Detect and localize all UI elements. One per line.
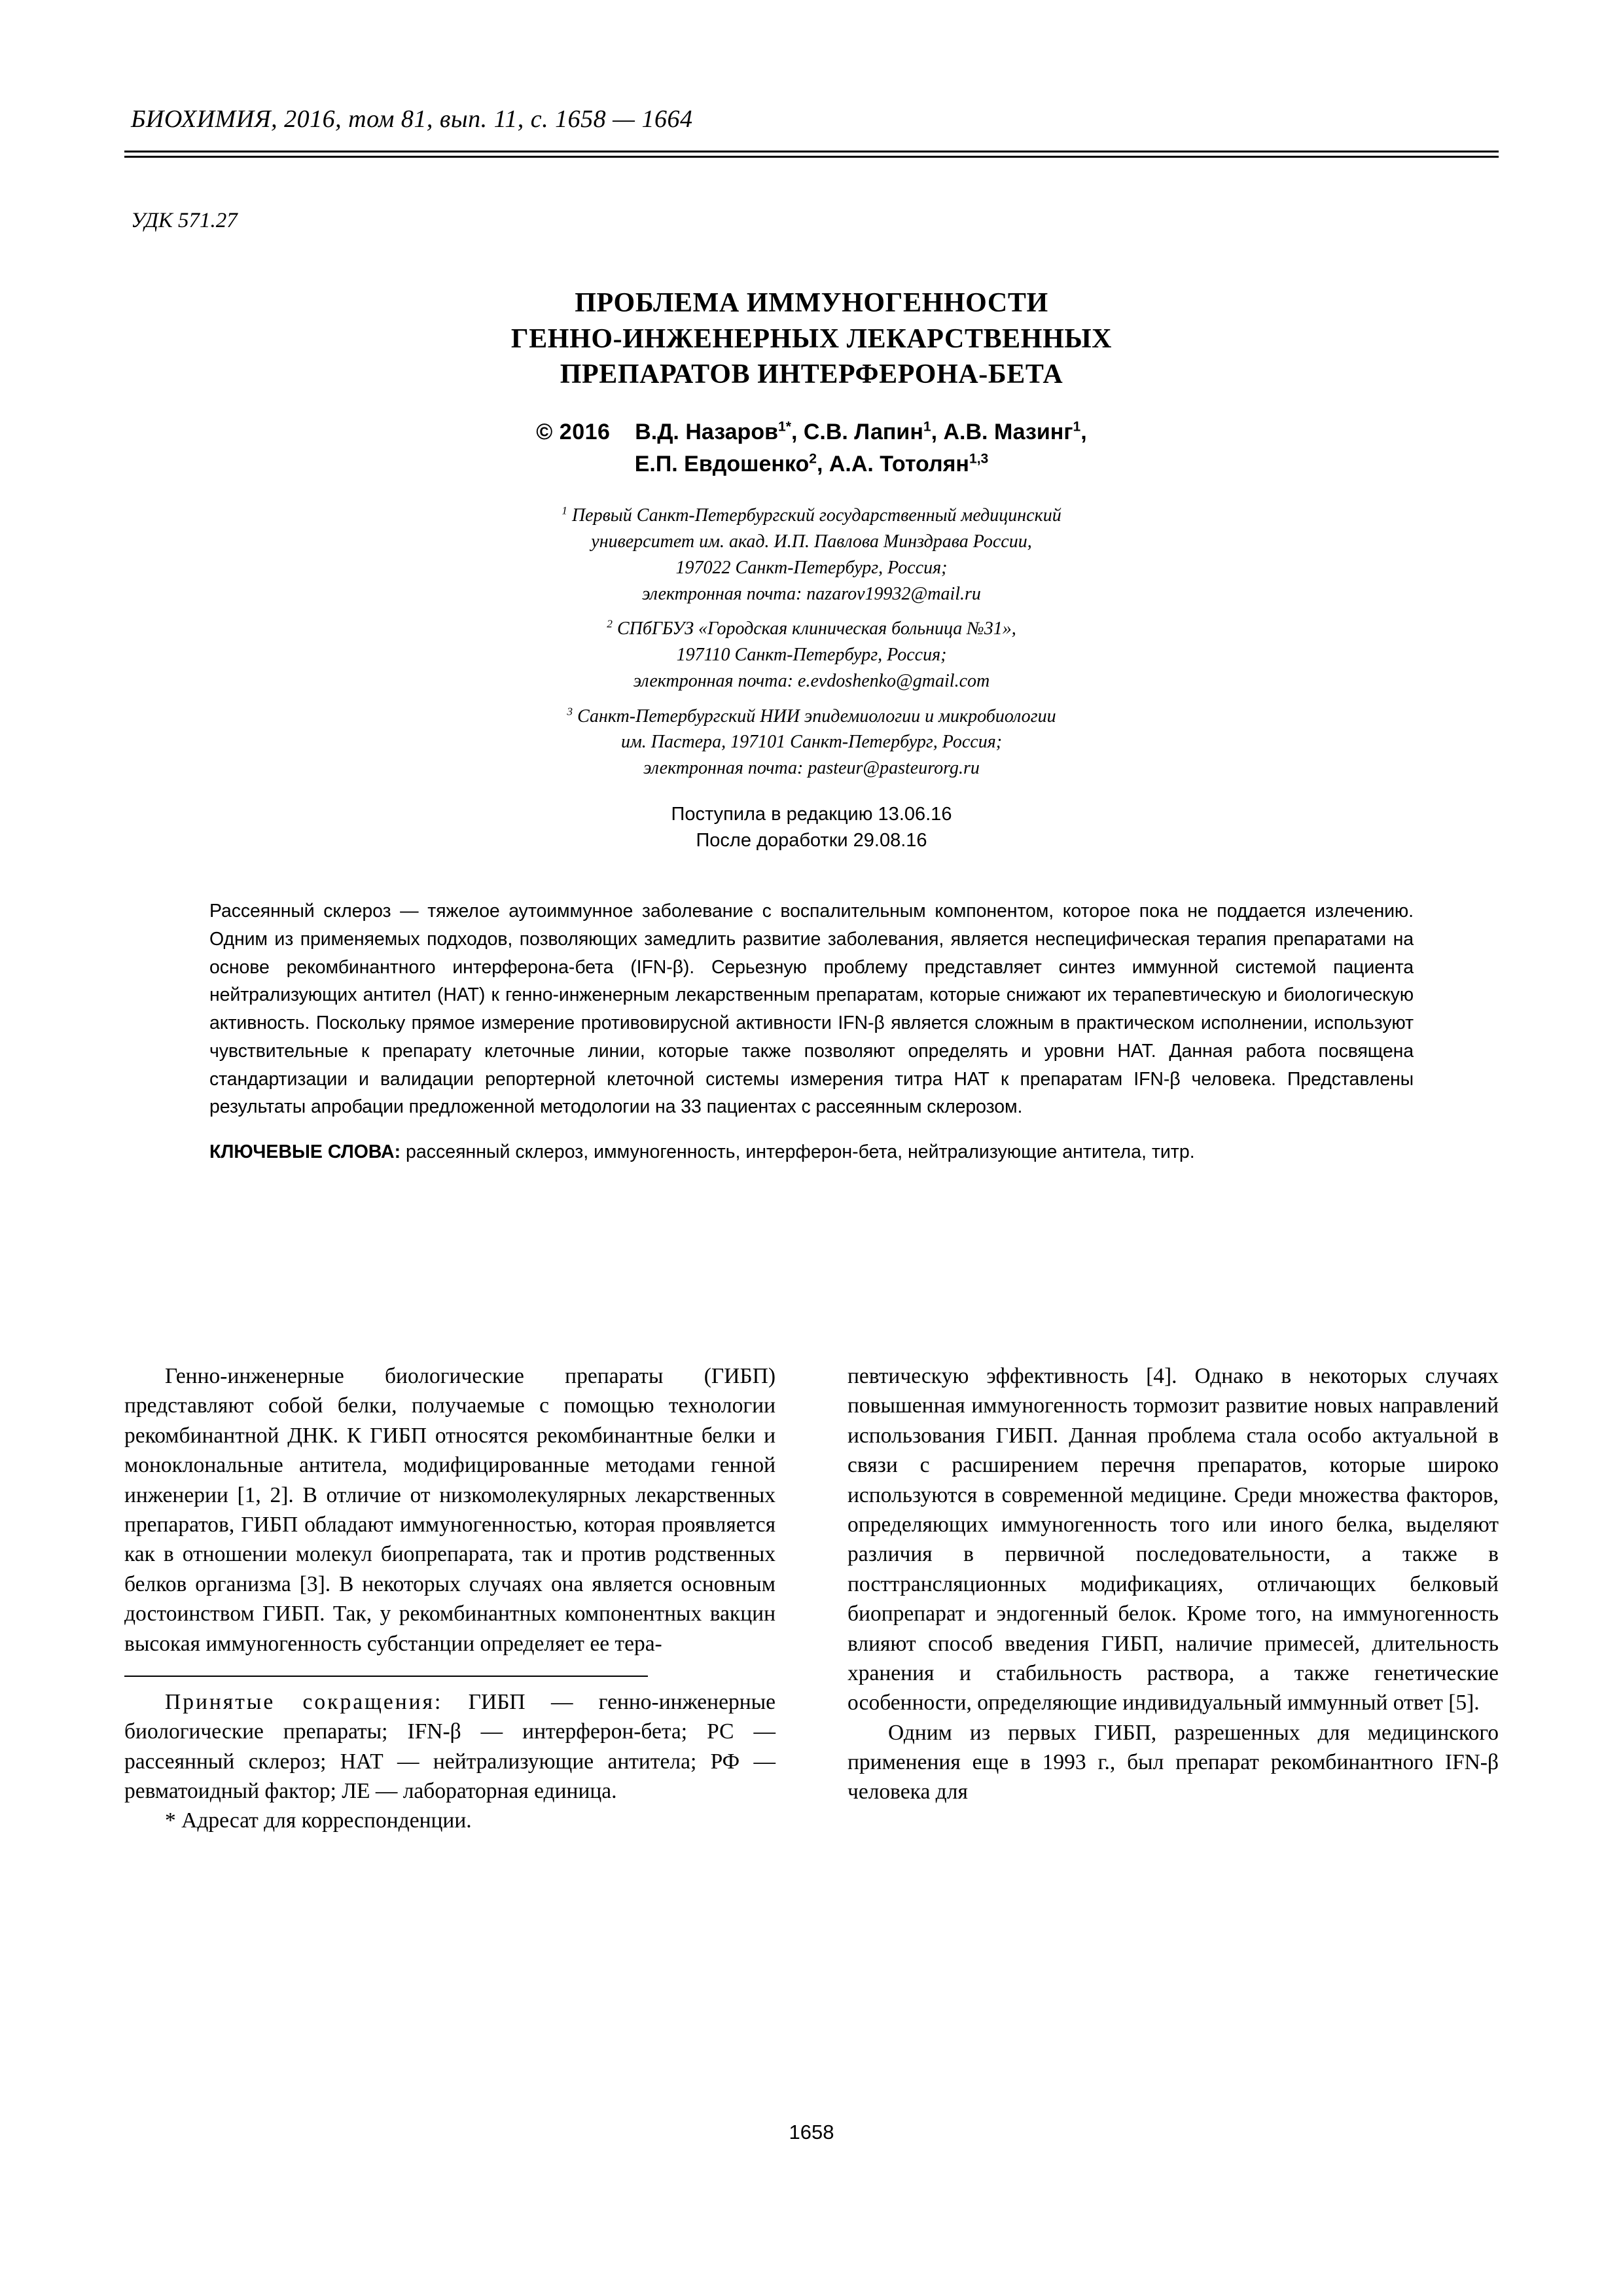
paragraph: Одним из первых ГИБП, разрешенных для медицинского применения еще в 1993 г., был препарат рекомбинантного IFN-β человека для bbox=[847, 1720, 1499, 1804]
authors-line-2: Е.П. Евдошенко$^2$, А.А. Тотолян$^{1,3}$ bbox=[634, 451, 989, 477]
affiliation-2-line-1: $^2$ СПбГБУЗ «Городская клиническая больница №31», bbox=[607, 618, 1016, 639]
authors-line-1: © 2016 В.Д. Назаров$^{1*}$, С.В. Лапин$^1$, А.В. Мазинг$^1$, bbox=[536, 419, 1087, 444]
affiliation-2-email: электронная почта: e.evdoshenko@gmail.com bbox=[633, 670, 990, 691]
abstract-section bbox=[209, 897, 1414, 1166]
column-left bbox=[124, 1361, 776, 1836]
footnote-abbreviations bbox=[124, 1687, 776, 1806]
page-number: 1658 bbox=[789, 2121, 834, 2144]
title-line-1: ПРОБЛЕМА ИММУНОГЕННОСТИ bbox=[575, 288, 1048, 318]
footnote-body: ГИБП — генно-инженерные биологические препараты; IFN-β — интерферон-бета; РС — рассеянный склероз; НАТ — нейтрализующие антитела; РФ — ревматоидный фактор; ЛЕ — лабораторная единица. bbox=[124, 1689, 776, 1804]
column-right bbox=[847, 1361, 1499, 1836]
date-revised: После доработки 29.08.16 bbox=[696, 830, 927, 852]
affiliations bbox=[124, 503, 1499, 781]
body-columns bbox=[124, 1361, 1499, 1836]
affiliation-1-line-2: университет им. акад. И.П. Павлова Минздрава России, bbox=[591, 531, 1032, 552]
submission-dates bbox=[124, 801, 1499, 854]
article-header bbox=[124, 105, 1499, 1166]
title-line-2: ГЕННО-ИНЖЕНЕРНЫХ ЛЕКАРСТВЕННЫХ bbox=[510, 323, 1113, 354]
running-head: БИОХИМИЯ, 2016, том 81, вып. 11, с. 1658 — 1664 bbox=[131, 105, 693, 133]
affiliation-3 bbox=[124, 704, 1499, 781]
paragraph: певтическую эффективность [4]. Однако в некоторых случаях повышенная иммуногенность тормозит развитие новых направлений использования ГИБП. Данная проблема стала особо актуальной в связи с расширением перечня препаратов, которые широко используются в современной медицине. Среди множества факторов, определяющих иммуногенность того или иного белка, выделяют различия в первичной последовательности, а также в посттрансляционных модификациях, отличающих белковый биопрепарат и эндогенный белок. Кроме того, на иммуногенность влияют способ введения ГИБП, наличие примесей, длительность хранения и стабильность раствора, а также генетические особенности, определяющие индивидуальный иммунный ответ [5]. bbox=[847, 1364, 1499, 1715]
date-received: Поступила в редакцию 13.06.16 bbox=[671, 803, 952, 825]
affiliation-3-email: электронная почта: pasteur@pasteurorg.ru bbox=[643, 758, 980, 779]
affiliation-1 bbox=[124, 503, 1499, 607]
author-list bbox=[124, 416, 1499, 481]
affiliation-1-line-3: 197022 Санкт-Петербург, Россия; bbox=[675, 557, 948, 578]
keywords bbox=[209, 1138, 1414, 1166]
page-title bbox=[321, 285, 1302, 393]
keywords-text: рассеянный склероз, иммуногенность, интерферон-бета, нейтрализующие антитела, титр. bbox=[406, 1141, 1195, 1163]
affiliation-3-line-1: $^3$ Санкт-Петербургский НИИ эпидемиологии и микробиологии bbox=[567, 705, 1056, 726]
affiliation-2 bbox=[124, 616, 1499, 694]
udc-code: УДК 571.27 bbox=[131, 209, 238, 232]
footnote-label: Принятые сокращения: bbox=[165, 1689, 443, 1714]
paragraph: Генно-инженерные биологические препараты (ГИБП) представляют собой белки, получаемые с помощью технологии рекомбинантной ДНК. К ГИБП относятся рекомбинантные белки и моноклональные антитела, модифицированные методами генной инженерии [1, 2]. В отличие от низкомолекулярных лекарственных препаратов, ГИБП обладают иммуногенностью, которая проявляется как в отношении молекул биопрепарата, так и против родственных белков организма [3]. В некоторых случаях она является основным достоинством ГИБП. Так, у рекомбинантных компонентных вакцин высокая иммуногенность субстанции определяет ее тера- bbox=[124, 1364, 776, 1656]
affiliation-3-line-2: им. Пастера, 197101 Санкт-Петербург, Россия; bbox=[620, 732, 1003, 753]
keywords-label: КЛЮЧЕВЫЕ СЛОВА: bbox=[209, 1141, 401, 1163]
title-line-3: ПРЕПАРАТОВ ИНТЕРФЕРОНА-БЕТА bbox=[560, 359, 1063, 390]
header-divider bbox=[124, 151, 1499, 158]
footnote-divider bbox=[124, 1676, 648, 1677]
affiliation-2-line-2: 197110 Санкт-Петербург, Россия; bbox=[676, 645, 947, 666]
affiliation-1-line-1: $^1$ Первый Санкт-Петербургский государственный медицинский bbox=[562, 505, 1061, 526]
abstract-text: Рассеянный склероз — тяжелое аутоиммунное заболевание с воспалительным компонентом, которое пока не поддается излечению. Одним из применяемых подходов, позволяющих замедлить развитие заболевания, является неспецифическая терапия препаратами на основе рекомбинантного интерферона-бета (IFN-β). Серьезную проблему представляет синтез иммунной системой пациента нейтрализующих антител (НАТ) к генно-инженерным лекарственным препаратам, которые снижают их терапевтическую и биологическую активность. Поскольку прямое измерение противовирусной активности IFN-β является сложным в практическом исполнении, используют чувствительные к препарату клеточные линии, которые также позволяют определять и уровни НАТ. Данная работа посвящена стандартизации и валидации репортерной клеточной системы измерения титра НАТ к препаратам IFN-β человека. Представлены результаты апробации предложенной методологии на 33 пациентах с рассеянным склерозом. bbox=[209, 901, 1414, 1118]
affiliation-1-email: электронная почта: nazarov19932@mail.ru bbox=[642, 583, 981, 604]
copyright-year: © 2016 bbox=[536, 419, 611, 444]
footnote-corresponding-author: * Адресат для корреспонденции. bbox=[165, 1808, 472, 1833]
